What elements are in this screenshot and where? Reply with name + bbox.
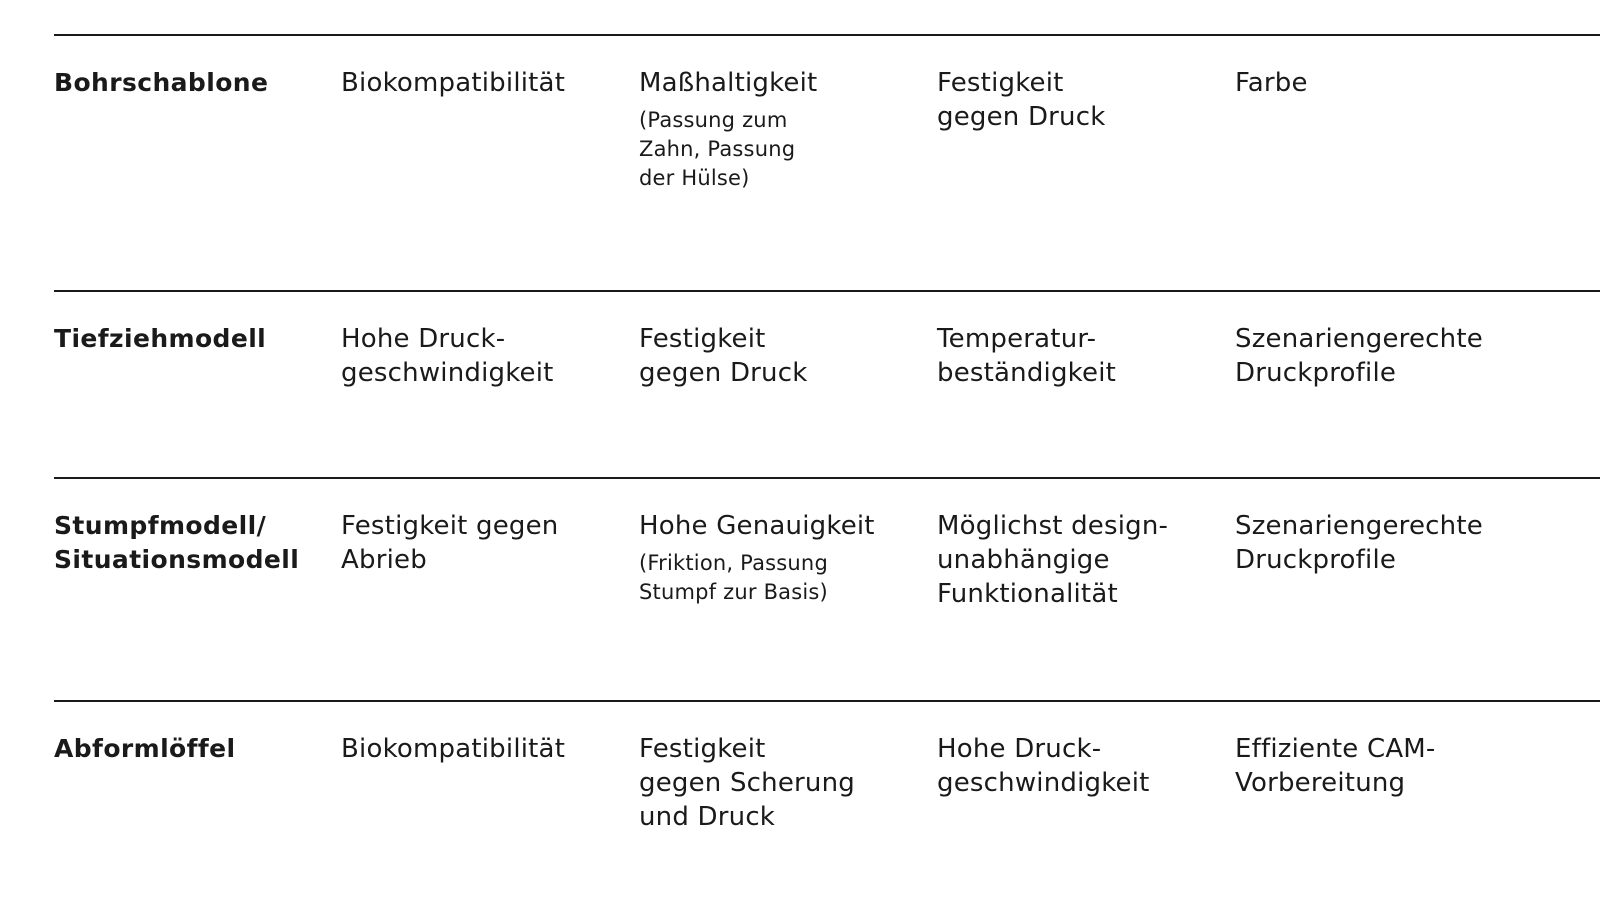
cell-line: Hohe Druck- — [341, 324, 506, 354]
cell-line: Temperatur- — [937, 324, 1097, 354]
cell-line: Hohe Druck- — [937, 734, 1102, 764]
table-cell — [1235, 66, 1308, 100]
table-cell — [1235, 322, 1483, 390]
row-header-line: Stumpfmodell/ — [54, 511, 267, 540]
cell-line: Abrieb — [341, 545, 427, 575]
row-header-stumpfmodell — [54, 509, 299, 577]
row-header-line: Situationsmodell — [54, 545, 300, 574]
cell-line: gegen Scherung — [639, 768, 855, 798]
table-cell — [1235, 509, 1483, 577]
row-divider — [54, 700, 1600, 702]
cell-line: Festigkeit — [937, 68, 1064, 98]
cell-line: Druckprofile — [1235, 545, 1397, 575]
row-header-line: Abformlöffel — [54, 734, 236, 763]
table-cell — [937, 509, 1168, 611]
row-divider — [54, 34, 1600, 36]
note-line: Zahn, Passung — [639, 137, 796, 161]
cell-line: beständigkeit — [937, 358, 1117, 388]
cell-line: unabhängige — [937, 545, 1110, 575]
table-cell — [937, 732, 1150, 800]
row-divider — [54, 290, 1600, 292]
row-header-line: Bohrschablone — [54, 68, 269, 97]
table-cell — [639, 66, 817, 193]
table-cell — [1235, 732, 1436, 800]
table-cell — [341, 66, 565, 100]
cell-line: gegen Druck — [639, 358, 808, 388]
cell-line: Hohe Genauigkeit — [639, 511, 875, 541]
cell-line: Farbe — [1235, 68, 1308, 98]
cell-line: Szenariengerechte — [1235, 324, 1483, 354]
table-cell — [937, 66, 1105, 134]
cell-line: Möglichst design- — [937, 511, 1169, 541]
row-header-tiefziehmodell — [54, 322, 266, 356]
cell-line: Biokompatibilität — [341, 734, 566, 764]
note-line: der Hülse) — [639, 166, 750, 190]
row-header-abformloeffel — [54, 732, 236, 766]
cell-line: Maßhaltigkeit — [639, 68, 818, 98]
cell-line: geschwindigkeit — [341, 358, 554, 388]
cell-line: Festigkeit gegen — [341, 511, 559, 541]
row-header-line: Tiefziehmodell — [54, 324, 267, 353]
cell-line: Effiziente CAM- — [1235, 734, 1436, 764]
cell-line: Druckprofile — [1235, 358, 1397, 388]
cell-note — [639, 106, 817, 193]
row-divider — [54, 477, 1600, 479]
cell-note — [639, 549, 875, 607]
cell-line: geschwindigkeit — [937, 768, 1150, 798]
table-cell — [341, 322, 554, 390]
table-cell — [341, 509, 558, 577]
cell-line: und Druck — [639, 802, 776, 832]
cell-line: Festigkeit — [639, 324, 766, 354]
cell-line: gegen Druck — [937, 102, 1106, 132]
cell-line: Funktionalität — [937, 579, 1118, 609]
cell-line: Festigkeit — [639, 734, 766, 764]
cell-line: Biokompatibilität — [341, 68, 566, 98]
cell-line: Szenariengerechte — [1235, 511, 1483, 541]
table-cell — [937, 322, 1116, 390]
table-cell — [341, 732, 565, 766]
cell-line: Vorbereitung — [1235, 768, 1406, 798]
table-cell — [639, 322, 807, 390]
note-line: Stumpf zur Basis) — [639, 580, 828, 604]
table-cell — [639, 509, 875, 607]
row-header-bohrschablone — [54, 66, 268, 100]
note-line: (Friktion, Passung — [639, 551, 828, 575]
note-line: (Passung zum — [639, 108, 788, 132]
table-cell — [639, 732, 855, 834]
